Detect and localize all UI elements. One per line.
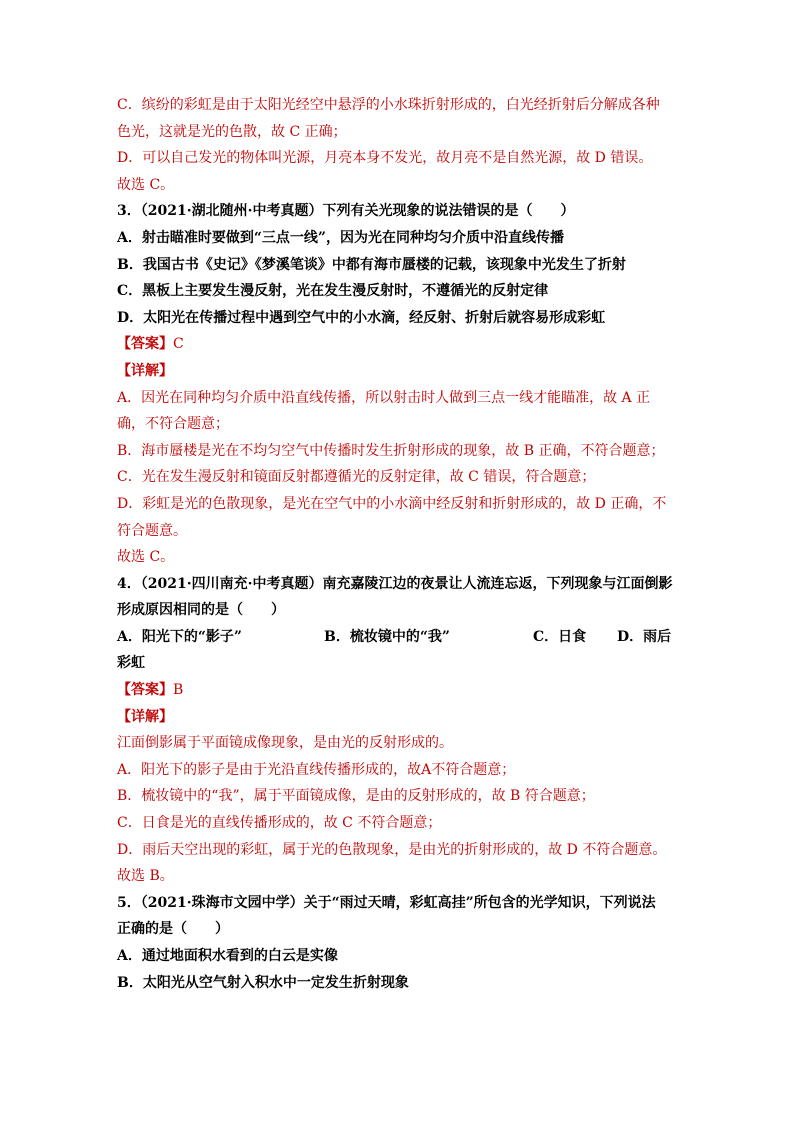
- explanation-line: D．可以自己发光的物体叫光源，月亮本身不发光，故月亮不是自然光源，故 D 错误。: [117, 150, 653, 167]
- answer-value: C: [173, 336, 184, 353]
- document-page: [117, 92, 677, 996]
- question-3-detail-tag: 【详解】: [117, 362, 173, 379]
- question-4-option-b: B．梳妆镜中的“我”: [324, 628, 450, 645]
- explanation-line: B．梳妆镜中的“我”，属于平面镜成像，是由的反射形成的，故 B 符合题意；: [117, 788, 595, 805]
- question-5-option-b: B．太阳光从空气射入积水中一定发生折射现象: [117, 974, 409, 991]
- explanation-line: C．日食是光的直线传播形成的，故 C 不符合题意；: [117, 815, 442, 832]
- question-5-option-a: A．通过地面积水看到的白云是实像: [117, 948, 338, 964]
- question-4-option-d: D．雨后: [617, 628, 672, 645]
- question-3-option-c: C．黑板上主要发生漫反射，光在发生漫反射时，不遵循光的反射定律: [117, 283, 549, 300]
- explanation-line: A．阳光下的影子是由于光沿直线传播形成的，故A不符合题意；: [117, 761, 516, 778]
- question-4-options: [117, 624, 677, 651]
- question-3-answer: [117, 331, 677, 358]
- explanation-intro: 江面倒影属于平面镜成像现象，是由光的反射形成的。: [117, 735, 453, 752]
- answer-tag: 【答案】: [117, 682, 173, 699]
- explanation-conclusion: 故选 B。: [117, 868, 174, 885]
- explanation-line: 确，不符合题意；: [117, 416, 229, 433]
- explanation-line: A．因光在同种均匀介质中沿直线传播，所以射击时人做到三点一线才能瞄准，故 A 正: [117, 389, 651, 406]
- explanation-line: 符合题意。: [117, 522, 187, 539]
- question-4-detail-tag: 【详解】: [117, 708, 173, 725]
- answer-value: B: [173, 682, 184, 699]
- explanation-line: D．彩虹是光的色散现象，是光在空气中的小水滴中经反射和折射形成的，故 D 正确，不: [117, 495, 667, 512]
- question-5-stem-cont: 正确的是（ ）: [117, 921, 229, 938]
- explanation-line: 色光，这就是光的色散，故 C 正确；: [117, 123, 347, 140]
- question-4-answer: [117, 677, 677, 704]
- question-4-option-c: C．日食: [533, 628, 587, 645]
- question-3-option-b: B．我国古书《史记》《梦溪笔谈》中都有海市蜃楼的记载，该现象中光发生了折射: [117, 256, 626, 273]
- question-5-stem: 5．（2021·珠海市文园中学）关于“雨过天晴，彩虹高挂”所包含的光学知识，下列说法: [117, 894, 656, 911]
- question-4-option-d-cont: 彩虹: [117, 655, 145, 672]
- question-3-option-a: A．射击瞄准时要做到“三点一线”，因为光在同种均匀介质中沿直线传播: [117, 229, 564, 246]
- question-3-stem: 3．（2021·湖北随州·中考真题）下列有关光现象的说法错误的是（ ）: [117, 203, 575, 220]
- question-4-stem-cont: 形成原因相同的是（ ）: [117, 602, 285, 619]
- answer-tag: 【答案】: [117, 336, 173, 353]
- explanation-line: D．雨后天空出现的彩虹，属于光的色散现象，是由光的折射形成的，故 D 不符合题意。: [117, 841, 667, 858]
- explanation-line: B．海市蜃楼是光在不均匀空气中传播时发生折射形成的现象，故 B 正确，不符合题意；: [117, 442, 665, 459]
- question-4-option-a: A．阳光下的“影子”: [117, 628, 242, 645]
- explanation-conclusion: 故选 C。: [117, 549, 175, 566]
- explanation-line: C．光在发生漫反射和镜面反射都遵循光的反射定律，故 C 错误，符合题意；: [117, 469, 596, 486]
- question-4-stem: 4．（2021·四川南充·中考真题）南充嘉陵江边的夜景让人流连忘返，下列现象与江面倒影: [117, 575, 673, 592]
- explanation-line: C．缤纷的彩虹是由于太阳光经空中悬浮的小水珠折射形成的，白光经折射后分解成各种: [117, 97, 660, 113]
- question-3-option-d: D．太阳光在传播过程中遇到空气中的小水滴，经反射、折射后就容易形成彩虹: [117, 309, 606, 326]
- explanation-conclusion: 故选 C。: [117, 176, 175, 193]
